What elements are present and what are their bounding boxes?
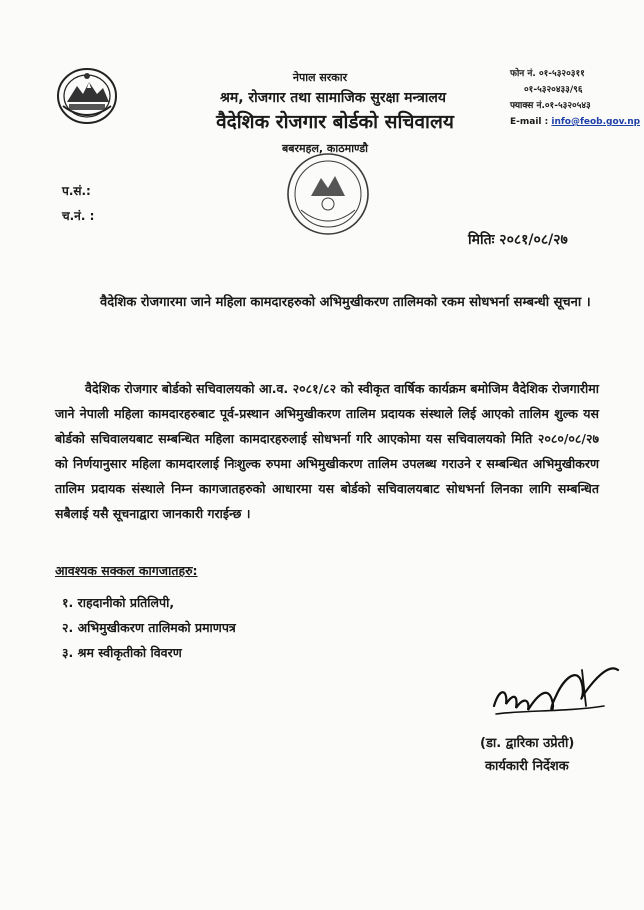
fax-number: फ्याक्स नं.०१-५३२०५४३ <box>510 101 591 111</box>
dispatch-number: च.नं. : <box>62 209 95 223</box>
required-documents-list <box>62 590 382 665</box>
office-name: वैदेशिक रोजगार बोर्डको सचिवालय <box>216 111 454 133</box>
phone-secondary: ०१-५३२०४३३/९६ <box>524 85 583 95</box>
list-item: ३. श्रम स्वीकृतीको विवरण <box>62 645 182 660</box>
notice-date: मितिः २०८१/०८/२७ <box>468 232 568 248</box>
phone-primary: फोन नं. ०१-५३२०३११ <box>510 69 585 79</box>
notice-body: वैदेशिक रोजगार बोर्डको सचिवालयको आ.व. २०८१/८२ को स्वीकृत वार्षिक कार्यक्रम बमोजिम वैदेशिक रोजगारीमा जाने नेपाली महिला कामदारहरुबाट पूर्व-प्रस्थान अभिमुखीकरण तालिम प्रदायक संस्थाले लिई आएको तालिम शुल्क यस बोर्डको सचिवालयबाट सम्बन्धित महिला कामदारहरुलाई सोधभर्ना गरि आएकोमा यस सचिवालयको मिति २०८०/०८/२७ को निर्णयानुसार महिला कामदारलाई निःशुल्क रुपमा अभिमुखीकरण तालिम उपलब्ध गराउने र सम्बन्धित अभिमुखीकरण तालिम प्रदायक संस्थाले निम्न कागजातहरुको आधारमा यस बोर्डको सचिवालयबाट सोधभर्ना लिनका लागि सम्बन्धित सबैलाई यसै सूचनाद्वारा जानकारी गराईन्छ । <box>55 381 599 521</box>
ministry-name: श्रम, रोजगार तथा सामाजिक सुरक्षा मन्त्रालय <box>219 90 447 106</box>
signatory-name: (डा. द्वारिका उप्रेती) <box>480 736 575 751</box>
handwritten-signature-icon <box>486 656 626 726</box>
list-item: २. अभिमुखीकरण तालिमको प्रमाणपत्र <box>62 620 236 635</box>
signatory-title: कार्यकारी निर्देशक <box>485 759 569 774</box>
notice-subject: वैदेशिक रोजगारमा जाने महिला कामदारहरुको अभिमुखीकरण तालिमको रकम सोधभर्ना सम्बन्धी सूचना । <box>100 295 591 310</box>
email-link[interactable]: info@feob.gov.np <box>551 117 641 127</box>
email-row <box>510 114 640 130</box>
required-documents-heading: आवश्यक सक्कल कागजातहरु: <box>55 563 198 578</box>
email-label: E-mail : <box>510 117 552 127</box>
office-address: बबरमहल, काठमाण्डौ <box>281 142 369 155</box>
nepal-emblem-icon <box>55 66 119 126</box>
list-item: १. राहदानीको प्रतिलिपी, <box>62 595 175 610</box>
contact-block <box>510 66 640 130</box>
office-seal-icon <box>283 150 373 238</box>
reference-number: प.सं.: <box>62 184 91 198</box>
government-name: नेपाल सरकार <box>292 71 348 84</box>
